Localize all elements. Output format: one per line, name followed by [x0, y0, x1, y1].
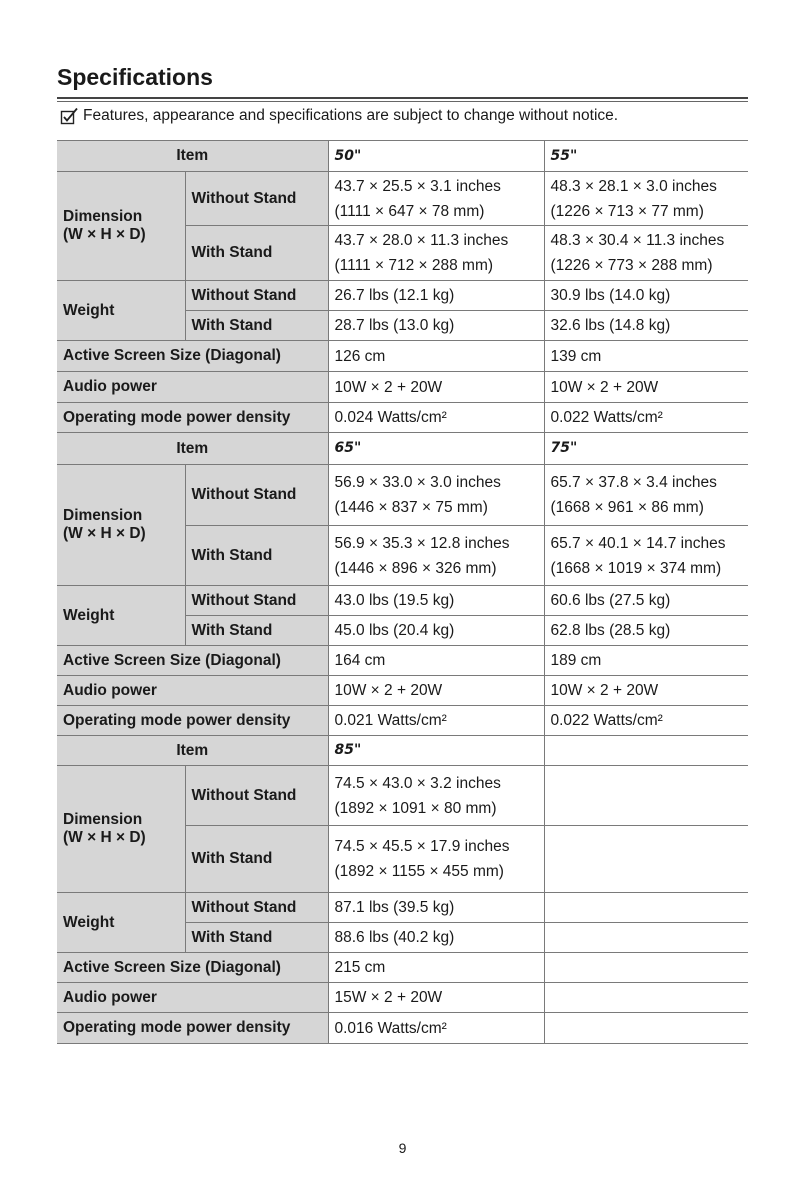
cell-text: 65.7 × 40.1 × 14.7 inches [550, 534, 726, 552]
value-cell [544, 311, 748, 341]
table-row [57, 893, 748, 923]
cell-text: 15W × 2 + 20W [334, 989, 443, 1006]
cell-text: 126 cm [334, 347, 386, 365]
header-row [57, 736, 748, 766]
cell-text: 48.3 × 30.4 × 11.3 inches [550, 232, 725, 249]
cell-text: Item [176, 741, 209, 759]
cell-text: Without Stand [191, 189, 297, 207]
cell-text: Without Stand [191, 591, 297, 609]
cell-text: Audio power [63, 681, 157, 699]
cell-text: Operating mode power density [63, 711, 291, 729]
cell-text: With Stand [191, 621, 273, 639]
value-cell [328, 311, 544, 341]
table-row [57, 676, 748, 706]
table-row [57, 646, 748, 676]
cell-text: 10W × 2 + 20W [334, 378, 443, 396]
table-row [57, 766, 748, 826]
value-cell [328, 141, 544, 172]
cell-text: (1446 × 837 × 75 mm) [334, 499, 488, 516]
cell-text: (1446 × 896 × 326 mm) [334, 559, 497, 577]
cell-text: 10W × 2 + 20W [550, 378, 659, 396]
page-title: Specifications [57, 64, 213, 90]
spec-table [57, 140, 748, 1044]
power-density-label [57, 706, 328, 736]
cell-text: Active Screen Size (Diagonal) [63, 651, 281, 669]
cell-text: Without Stand [191, 786, 297, 804]
value-cell [544, 586, 748, 616]
cell-text: (W × H × D) [63, 829, 146, 846]
value-cell [544, 226, 748, 281]
cell-text: Active Screen Size (Diagonal) [63, 958, 281, 976]
cell-text: 74.5 × 43.0 × 3.2 inches [334, 774, 501, 792]
cell-text: 26.7 lbs (12.1 kg) [334, 287, 455, 304]
title-rule [57, 97, 748, 99]
value-cell [544, 403, 748, 433]
cell-text: 85" [334, 742, 362, 758]
header-row [57, 141, 748, 172]
cell-text: 10W × 2 + 20W [334, 682, 443, 699]
cell-text: 139 cm [550, 347, 602, 365]
cell-text: Audio power [63, 988, 157, 1006]
audio-power-label [57, 676, 328, 706]
cell-text: (1892 × 1155 × 455 mm) [334, 863, 504, 880]
page-number: 9 [398, 1140, 407, 1156]
cell-text: (1111 × 712 × 288 mm) [334, 257, 494, 274]
value-cell [328, 403, 544, 433]
empty-cell [544, 766, 748, 826]
cell-text: 0.022 Watts/cm² [550, 409, 663, 426]
cell-text: 32.6 lbs (14.8 kg) [550, 317, 671, 334]
power-density-label [57, 403, 328, 433]
item-label [57, 433, 328, 465]
value-cell [328, 281, 544, 311]
value-cell [544, 172, 748, 226]
cell-text: Active Screen Size (Diagonal) [63, 347, 281, 364]
value-cell [544, 616, 748, 646]
item-label [57, 736, 328, 766]
value-cell [544, 465, 748, 526]
cell-text: 0.022 Watts/cm² [550, 712, 663, 729]
header-row [57, 433, 748, 465]
cell-text: With Stand [191, 850, 273, 867]
cell-text: With Stand [191, 244, 273, 261]
cell-text: 55" [550, 147, 578, 164]
value-cell [328, 983, 544, 1013]
without-stand-label [185, 893, 328, 923]
value-cell [544, 372, 748, 403]
without-stand-label [185, 586, 328, 616]
with-stand-label [185, 311, 328, 341]
without-stand-label [185, 465, 328, 526]
value-cell [328, 893, 544, 923]
value-cell [328, 736, 544, 766]
value-cell [544, 141, 748, 172]
cell-text: 28.7 lbs (13.0 kg) [334, 317, 455, 334]
weight-label [57, 281, 185, 341]
cell-text: (1226 × 773 × 288 mm) [550, 257, 713, 274]
cell-text: Operating mode power density [63, 1019, 291, 1036]
cell-text: 45.0 lbs (20.4 kg) [334, 622, 455, 639]
power-density-label [57, 1013, 328, 1044]
value-cell [328, 826, 544, 893]
value-cell [328, 226, 544, 281]
empty-cell [544, 953, 748, 983]
active-screen-label [57, 646, 328, 676]
value-cell [328, 341, 544, 372]
cell-text: Weight [63, 606, 115, 624]
empty-cell [544, 826, 748, 893]
notice-text: Features, appearance and specifications are subject to change without notice. [83, 107, 619, 124]
value-cell [544, 341, 748, 372]
table-row [57, 281, 748, 311]
cell-text: 189 cm [550, 652, 602, 669]
weight-label [57, 893, 185, 953]
table-row [57, 1013, 748, 1044]
cell-text: (1668 × 1019 × 374 mm) [550, 559, 722, 577]
cell-text: 164 cm [334, 652, 386, 669]
checked-note-icon [60, 107, 80, 125]
cell-text: Dimension [63, 208, 143, 225]
value-cell [328, 433, 544, 465]
table-row [57, 403, 748, 433]
value-cell [328, 766, 544, 826]
cell-text: 88.6 lbs (40.2 kg) [334, 929, 455, 946]
cell-text: (W × H × D) [63, 226, 146, 243]
cell-text: 62.8 lbs (28.5 kg) [550, 622, 671, 639]
empty-cell [544, 736, 748, 766]
value-cell [328, 526, 544, 586]
cell-text: Dimension [63, 507, 143, 524]
cell-text: 65.7 × 37.8 × 3.4 inches [550, 474, 717, 491]
item-label [57, 141, 328, 172]
cell-text: 65" [334, 440, 362, 456]
table-row [57, 586, 748, 616]
cell-text: Weight [63, 913, 115, 931]
table-row [57, 706, 748, 736]
empty-cell [544, 983, 748, 1013]
table-row [57, 983, 748, 1013]
value-cell [328, 465, 544, 526]
cell-text: Dimension [63, 811, 143, 828]
cell-text: 10W × 2 + 20W [550, 682, 659, 699]
cell-text: 0.021 Watts/cm² [334, 712, 447, 729]
value-cell [328, 586, 544, 616]
value-cell [328, 172, 544, 226]
cell-text: 87.1 lbs (39.5 kg) [334, 899, 455, 916]
value-cell [544, 646, 748, 676]
cell-text: 215 cm [334, 959, 386, 976]
table-row [57, 465, 748, 526]
cell-text: Item [176, 439, 209, 457]
value-cell [328, 706, 544, 736]
weight-label [57, 586, 185, 646]
value-cell [544, 676, 748, 706]
audio-power-label [57, 372, 328, 403]
dimension-label [57, 766, 185, 893]
active-screen-label [57, 341, 328, 372]
with-stand-label [185, 226, 328, 281]
table-row [57, 341, 748, 372]
cell-text: 75" [550, 440, 578, 456]
dimension-label [57, 172, 185, 281]
dimension-label [57, 465, 185, 586]
value-cell [328, 953, 544, 983]
cell-text: 43.7 × 25.5 × 3.1 inches [334, 177, 501, 195]
cell-text: Without Stand [191, 898, 297, 916]
cell-text: (1226 × 713 × 77 mm) [550, 202, 704, 220]
with-stand-label [185, 616, 328, 646]
active-screen-label [57, 953, 328, 983]
cell-text: With Stand [191, 546, 273, 564]
title-rule-thin [57, 101, 748, 102]
table-row [57, 372, 748, 403]
cell-text: Weight [63, 301, 115, 319]
value-cell [544, 706, 748, 736]
cell-text: With Stand [191, 928, 273, 946]
cell-text: Without Stand [191, 286, 297, 304]
cell-text: 30.9 lbs (14.0 kg) [550, 287, 671, 304]
value-cell [544, 526, 748, 586]
cell-text: 50" [334, 147, 362, 164]
empty-cell [544, 923, 748, 953]
cell-text: 56.9 × 33.0 × 3.0 inches [334, 474, 501, 491]
cell-text: 0.024 Watts/cm² [334, 409, 447, 426]
with-stand-label [185, 526, 328, 586]
table-row [57, 172, 748, 226]
cell-text: 56.9 × 35.3 × 12.8 inches [334, 534, 510, 552]
cell-text: Item [176, 147, 209, 164]
value-cell [544, 433, 748, 465]
cell-text: (1111 × 647 × 78 mm) [334, 202, 485, 220]
with-stand-label [185, 923, 328, 953]
cell-text: 0.016 Watts/cm² [334, 1019, 447, 1037]
without-stand-label [185, 172, 328, 226]
cell-text: 43.7 × 28.0 × 11.3 inches [334, 232, 509, 249]
value-cell [328, 372, 544, 403]
value-cell [328, 1013, 544, 1044]
cell-text: 60.6 lbs (27.5 kg) [550, 592, 671, 609]
cell-text: (W × H × D) [63, 525, 146, 542]
value-cell [328, 923, 544, 953]
cell-text: Without Stand [191, 486, 297, 503]
cell-text: 48.3 × 28.1 × 3.0 inches [550, 177, 717, 195]
cell-text: With Stand [191, 316, 273, 334]
without-stand-label [185, 281, 328, 311]
cell-text: (1892 × 1091 × 80 mm) [334, 799, 497, 817]
empty-cell [544, 893, 748, 923]
value-cell [328, 676, 544, 706]
value-cell [328, 646, 544, 676]
table-row [57, 953, 748, 983]
empty-cell [544, 1013, 748, 1044]
cell-text: Operating mode power density [63, 408, 291, 426]
value-cell [328, 616, 544, 646]
cell-text: Audio power [63, 378, 157, 395]
cell-text: 74.5 × 45.5 × 17.9 inches [334, 838, 510, 855]
cell-text: (1668 × 961 × 86 mm) [550, 499, 704, 516]
with-stand-label [185, 826, 328, 893]
notice [60, 107, 618, 125]
value-cell [544, 281, 748, 311]
without-stand-label [185, 766, 328, 826]
cell-text: 43.0 lbs (19.5 kg) [334, 592, 455, 609]
audio-power-label [57, 983, 328, 1013]
